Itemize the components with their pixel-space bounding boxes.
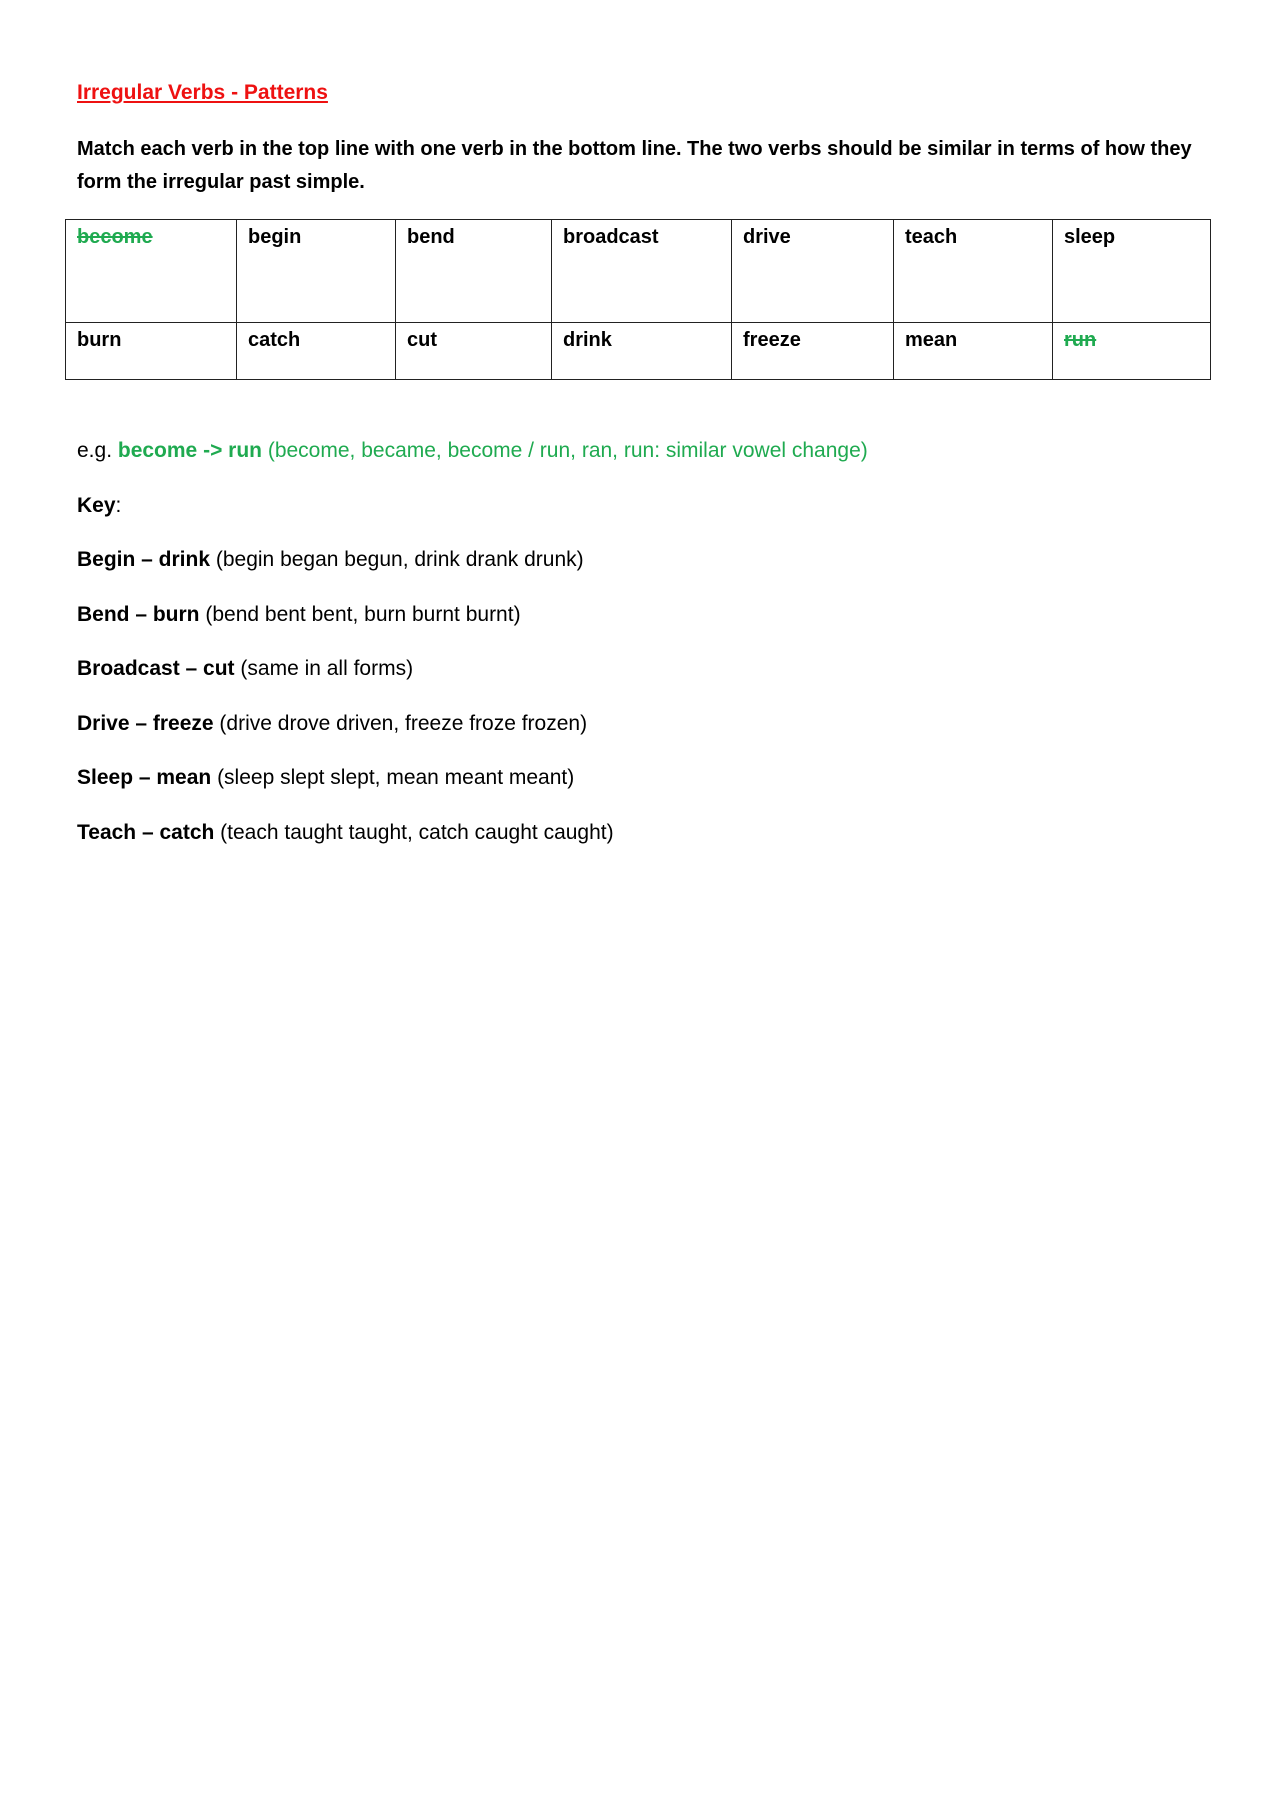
verb-text: broadcast xyxy=(563,226,659,248)
verb-text: begin xyxy=(248,226,302,248)
answer-explanation: (teach taught taught, catch caught caught) xyxy=(214,820,614,844)
verb-text: catch xyxy=(248,329,301,351)
verb-text: become xyxy=(77,226,153,248)
example-pair: become -> run xyxy=(117,439,262,462)
answer-explanation: (same in all forms) xyxy=(234,657,414,680)
verb-text: bend xyxy=(407,226,455,248)
verb-table-bottom-row xyxy=(66,323,1211,380)
verb-text: teach xyxy=(905,226,958,248)
verb-cell xyxy=(396,323,552,380)
answer-explanation: (bend bent bent, burn burnt burnt) xyxy=(199,602,521,626)
verb-cell xyxy=(66,323,237,380)
verb-cell xyxy=(1053,323,1211,380)
verb-cell xyxy=(66,220,237,323)
example-line xyxy=(77,438,868,464)
verb-text: cut xyxy=(407,329,437,351)
example-prefix: e.g. xyxy=(77,439,118,462)
verb-text: sleep xyxy=(1064,226,1116,248)
answer-pair: Begin – drink xyxy=(77,548,211,571)
answer-explanation: (sleep slept slept, mean meant meant) xyxy=(211,766,575,789)
instructions: Match each verb in the top line with one verb in the bottom line. The two verbs should be similar in terms of how they form the irregular past simple. xyxy=(77,138,1192,193)
answer-key-item xyxy=(77,602,614,657)
answer-pair: Bend – burn xyxy=(77,602,200,626)
verb-cell xyxy=(237,323,396,380)
key-heading xyxy=(77,493,121,519)
verb-table xyxy=(65,219,1211,380)
verb-cell xyxy=(1053,220,1211,323)
answer-key-item xyxy=(77,820,614,875)
page-title: Irregular Verbs - Patterns xyxy=(77,81,328,104)
answer-pair: Teach – catch xyxy=(77,820,215,844)
verb-cell xyxy=(237,220,396,323)
answer-explanation: (drive drove driven, freeze froze frozen) xyxy=(213,711,588,735)
answer-key-item xyxy=(77,656,614,711)
verb-cell xyxy=(552,220,732,323)
answer-pair: Sleep – mean xyxy=(77,766,212,789)
key-label: Key xyxy=(77,494,116,517)
verb-cell xyxy=(894,220,1053,323)
verb-cell xyxy=(552,323,732,380)
answer-key-item xyxy=(77,711,614,766)
verb-text: burn xyxy=(77,329,122,351)
verb-cell xyxy=(396,220,552,323)
answer-pair: Drive – freeze xyxy=(77,711,214,735)
verb-text: run xyxy=(1064,329,1097,351)
verb-text: freeze xyxy=(743,329,801,351)
verb-text: drive xyxy=(743,226,791,248)
answer-key-list xyxy=(77,547,614,874)
verb-cell xyxy=(732,323,894,380)
verb-table-top-row xyxy=(66,220,1211,323)
answer-key-item xyxy=(77,547,614,602)
example-explanation: (become, became, become / run, ran, run: similar vowel change) xyxy=(262,439,868,462)
verb-text: mean xyxy=(905,329,958,351)
key-colon: : xyxy=(115,494,122,517)
answer-key-item xyxy=(77,765,614,820)
verb-text: drink xyxy=(563,329,612,351)
verb-cell xyxy=(894,323,1053,380)
answer-explanation: (begin began begun, drink drank drunk) xyxy=(210,548,584,571)
answer-pair: Broadcast – cut xyxy=(77,657,235,680)
verb-cell xyxy=(732,220,894,323)
